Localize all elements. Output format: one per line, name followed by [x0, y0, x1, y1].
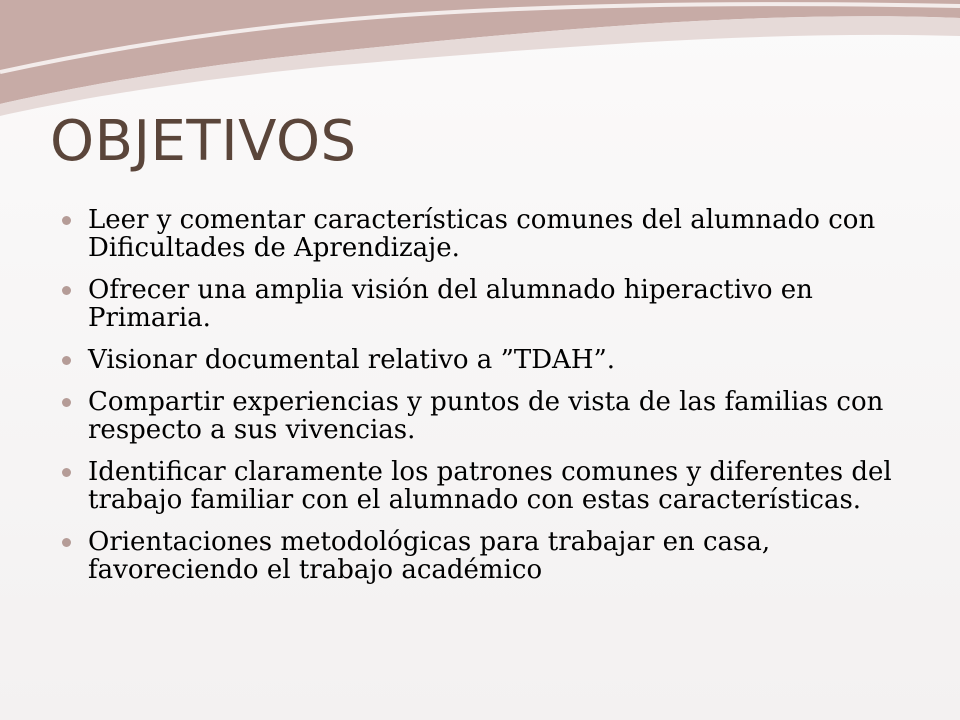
- bullet-text: Leer y comentar características comunes del alumnado con Dificultades de Aprendizaje.: [88, 205, 876, 263]
- bullet-dot-icon: [62, 398, 71, 407]
- bullet-text: Compartir experiencias y puntos de vista de las familias con respecto a sus vivencias.: [88, 387, 884, 445]
- bullet-dot-icon: [62, 538, 71, 547]
- slide-title: OBJETIVOS: [50, 109, 357, 174]
- bullet-item: [62, 206, 922, 262]
- bullet-text: Identificar claramente los patrones comunes y diferentes del trabajo familiar con el alumnado con estas características.: [88, 457, 892, 515]
- bullet-item: [62, 528, 922, 584]
- bullet-dot-icon: [62, 468, 71, 477]
- bullet-item: [62, 276, 922, 332]
- bullet-list: [62, 206, 922, 598]
- bullet-dot-icon: [62, 286, 71, 295]
- bullet-item: [62, 388, 922, 444]
- bullet-text: Ofrecer una amplia visión del alumnado hiperactivo en Primaria.: [88, 275, 813, 333]
- bullet-text: Orientaciones metodológicas para trabajar en casa, favoreciendo el trabajo académico: [88, 527, 771, 585]
- bullet-item: [62, 458, 922, 514]
- bullet-text: Visionar documental relativo a ”TDAH”.: [88, 345, 616, 375]
- bullet-dot-icon: [62, 216, 71, 225]
- bullet-item: [62, 346, 922, 374]
- bullet-dot-icon: [62, 356, 71, 365]
